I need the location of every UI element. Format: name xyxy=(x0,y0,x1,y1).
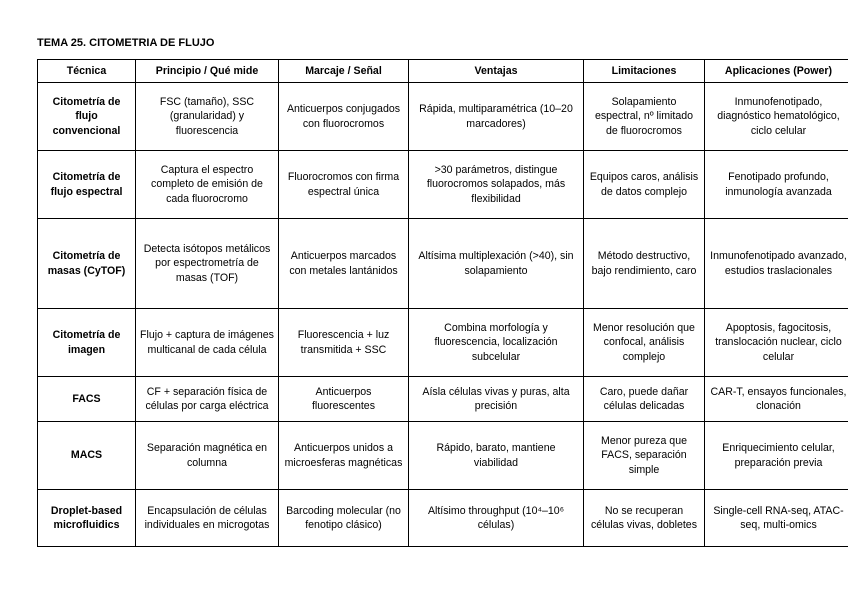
cell-aplicaciones: Inmunofenotipado, diagnóstico hematológico, ciclo celular xyxy=(705,83,848,151)
header-limitaciones: Limitaciones xyxy=(584,60,705,83)
cell-marcaje: Anticuerpos conjugados con fluorocromos xyxy=(279,83,409,151)
cell-tecnica: Citometría de flujo espectral xyxy=(38,151,136,219)
document-title: TEMA 25. CITOMETRIA DE FLUJO xyxy=(37,37,215,49)
cell-tecnica: Citometría de masas (CyTOF) xyxy=(38,219,136,309)
table-row xyxy=(38,422,848,490)
table-row xyxy=(38,309,848,377)
cell-limitaciones: Método destructivo, bajo rendimiento, caro xyxy=(584,219,705,309)
cell-ventajas: Altísimo throughput (10⁴–10⁶ células) xyxy=(409,490,584,547)
table-row xyxy=(38,151,848,219)
cell-ventajas: Altísima multiplexación (>40), sin solapamiento xyxy=(409,219,584,309)
cell-ventajas: Aísla células vivas y puras, alta precisión xyxy=(409,377,584,422)
cell-principio: Separación magnética en columna xyxy=(136,422,279,490)
cell-ventajas: >30 parámetros, distingue fluorocromos solapados, más flexibilidad xyxy=(409,151,584,219)
cell-limitaciones: Caro, puede dañar células delicadas xyxy=(584,377,705,422)
cell-tecnica: Citometría de flujo convencional xyxy=(38,83,136,151)
cell-ventajas: Rápido, barato, mantiene viabilidad xyxy=(409,422,584,490)
cell-tecnica: Citometría de imagen xyxy=(38,309,136,377)
header-marcaje: Marcaje / Señal xyxy=(279,60,409,83)
table-row xyxy=(38,219,848,309)
cell-principio: FSC (tamaño), SSC (granularidad) y fluorescencia xyxy=(136,83,279,151)
cell-aplicaciones: Inmunofenotipado avanzado, estudios traslacionales xyxy=(705,219,848,309)
cell-aplicaciones: Fenotipado profundo, inmunología avanzada xyxy=(705,151,848,219)
cell-principio: Captura el espectro completo de emisión de cada fluorocromo xyxy=(136,151,279,219)
cell-aplicaciones: CAR-T, ensayos funcionales, clonación xyxy=(705,377,848,422)
cell-marcaje: Fluorescencia + luz transmitida + SSC xyxy=(279,309,409,377)
cell-principio: CF + separación física de células por carga eléctrica xyxy=(136,377,279,422)
cell-tecnica: MACS xyxy=(38,422,136,490)
cell-limitaciones: No se recuperan células vivas, dobletes xyxy=(584,490,705,547)
cell-marcaje: Barcoding molecular (no fenotipo clásico) xyxy=(279,490,409,547)
cell-tecnica: Droplet-based microfluidics xyxy=(38,490,136,547)
cell-marcaje: Anticuerpos fluorescentes xyxy=(279,377,409,422)
header-ventajas: Ventajas xyxy=(409,60,584,83)
cell-marcaje: Anticuerpos marcados con metales lantánidos xyxy=(279,219,409,309)
header-aplicaciones: Aplicaciones (Power) xyxy=(705,60,848,83)
table-row xyxy=(38,490,848,547)
cell-aplicaciones: Single-cell RNA-seq, ATAC-seq, multi-omics xyxy=(705,490,848,547)
techniques-table xyxy=(37,59,848,547)
cell-ventajas: Combina morfología y fluorescencia, localización subcelular xyxy=(409,309,584,377)
cell-limitaciones: Solapamiento espectral, nº limitado de fluorocromos xyxy=(584,83,705,151)
cell-limitaciones: Equipos caros, análisis de datos complejo xyxy=(584,151,705,219)
cell-tecnica: FACS xyxy=(38,377,136,422)
cell-marcaje: Fluorocromos con firma espectral única xyxy=(279,151,409,219)
header-tecnica: Técnica xyxy=(38,60,136,83)
cell-principio: Detecta isótopos metálicos por espectrometría de masas (TOF) xyxy=(136,219,279,309)
header-row xyxy=(38,60,848,83)
cell-principio: Flujo + captura de imágenes multicanal de cada célula xyxy=(136,309,279,377)
cell-principio: Encapsulación de células individuales en microgotas xyxy=(136,490,279,547)
table-row xyxy=(38,377,848,422)
cell-aplicaciones: Apoptosis, fagocitosis, translocación nuclear, ciclo celular xyxy=(705,309,848,377)
cell-ventajas: Rápida, multiparamétrica (10–20 marcadores) xyxy=(409,83,584,151)
cell-aplicaciones: Enriquecimiento celular, preparación previa xyxy=(705,422,848,490)
table-row xyxy=(38,83,848,151)
cell-marcaje: Anticuerpos unidos a microesferas magnéticas xyxy=(279,422,409,490)
cell-limitaciones: Menor pureza que FACS, separación simple xyxy=(584,422,705,490)
header-principio: Principio / Qué mide xyxy=(136,60,279,83)
cell-limitaciones: Menor resolución que confocal, análisis complejo xyxy=(584,309,705,377)
